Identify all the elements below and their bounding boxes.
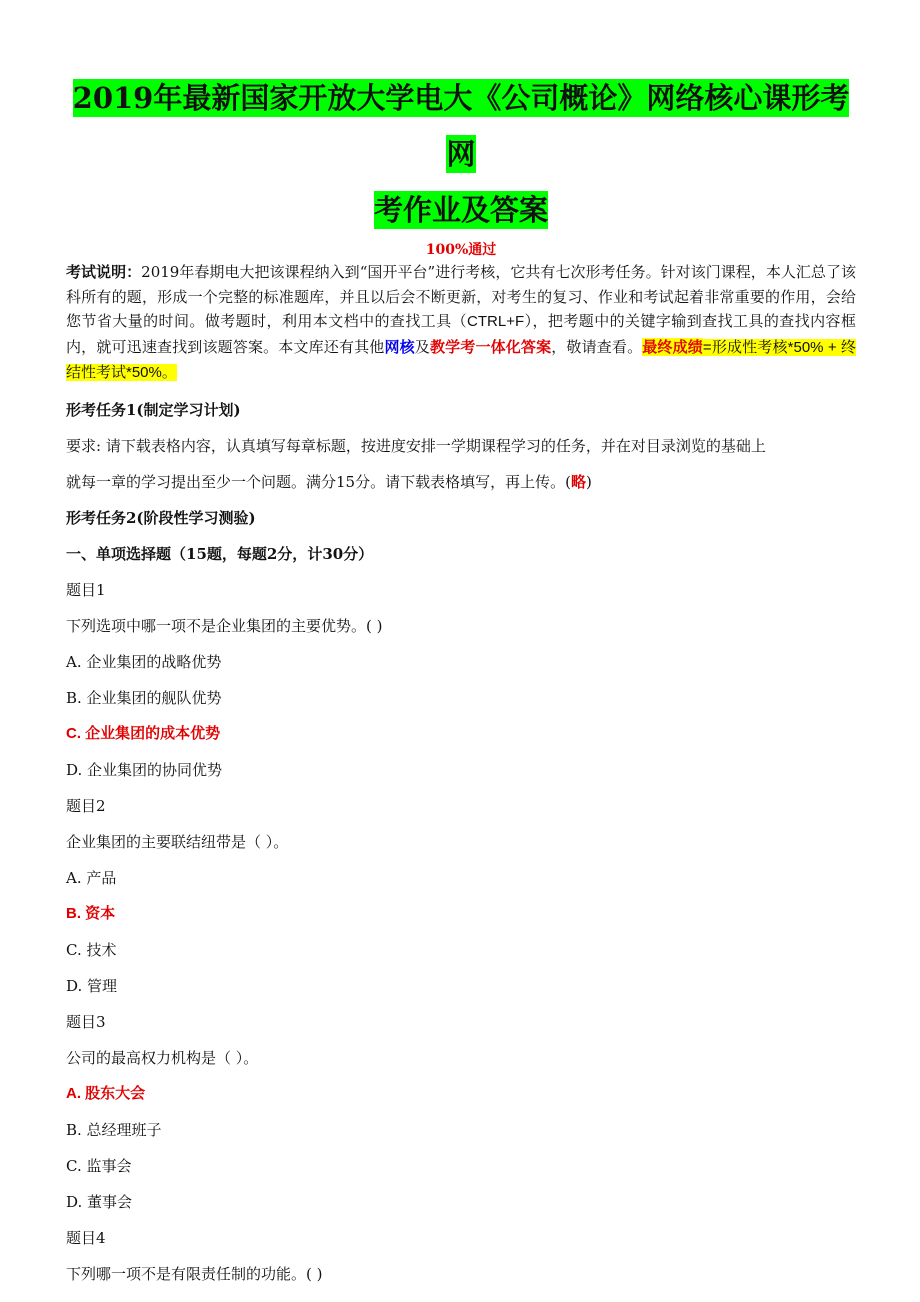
question-stem: 下列哪一项不是有限责任制的功能。( )	[66, 1264, 323, 1283]
question-1	[66, 580, 856, 796]
exam-description-text-c: ，敬请查看。	[551, 337, 643, 356]
option-a-correct: A. 股东大会	[66, 1084, 146, 1102]
integrated-answers-link[interactable]: 教学考一体化答案	[429, 337, 552, 356]
option-c: C. 监事会	[66, 1156, 132, 1175]
task1-heading: 形考任务1(制定学习计划)	[66, 400, 241, 419]
option-a: A. 产品	[66, 868, 117, 887]
question-label: 题目2	[66, 796, 106, 815]
question-label: 题目4	[66, 1228, 106, 1247]
final-score-label: 最终成绩	[642, 337, 703, 356]
option-c-correct: C. 企业集团的成本优势	[66, 724, 221, 742]
question-label: 题目3	[66, 1012, 106, 1031]
and-text: 及	[414, 337, 430, 356]
option-b-correct: B. 资本	[66, 904, 116, 922]
option-b: B. 企业集团的舰队优势	[66, 688, 222, 707]
exam-description-colon: ：	[126, 263, 142, 281]
option-d: D. 董事会	[66, 1192, 133, 1211]
option-d: D. 管理	[66, 976, 118, 995]
exam-description	[66, 260, 856, 386]
title-line-2: 考作业及答案	[373, 193, 548, 227]
exam-description-text-a: 2019年春期电大把该课程纳入到“国开平台”进行考核，它共有七次形考任务。针对该门课程，本人汇总了该科所有的题，形成一个完整的标准题库，并且以后会不断更新，对考生的复习、作业和考试起着非常重要的作用，会给您节省大量的时间。做考题时，利用本文档中的查找工具（	[66, 263, 856, 330]
question-3	[66, 1012, 856, 1228]
document-page	[66, 70, 856, 1300]
exam-description-label: 考试说明	[66, 263, 127, 281]
question-2	[66, 796, 856, 1012]
question-label: 题目1	[66, 580, 106, 599]
option-a: A. 企业集团的战略优势	[66, 652, 222, 671]
option-d: D. 企业集团的协同优势	[66, 760, 223, 779]
question-stem: 企业集团的主要联结纽带是（ ）。	[66, 832, 289, 851]
option-c: C. 技术	[66, 940, 117, 959]
option-b: B. 总经理班子	[66, 1120, 162, 1139]
task1-requirement-text: 就每一章的学习提出至少一个问题。满分15分。请下载表格填写，再上传。(	[66, 472, 571, 491]
title-line-1: 2019年最新国家开放大学电大《公司概论》网络核心课形考网	[72, 81, 850, 171]
question-stem: 公司的最高权力机构是（ ）。	[66, 1048, 259, 1067]
pass-note: 100%通过	[425, 242, 497, 258]
section-heading: 一、单项选择题（15题，每题2分，计30分）	[66, 544, 374, 563]
document-title	[66, 70, 856, 238]
task1-requirement-line-2	[66, 472, 856, 508]
network-exam-link[interactable]: 网核	[384, 337, 415, 356]
task2-heading: 形考任务2(阶段性学习测验)	[66, 508, 256, 527]
question-4	[66, 1228, 856, 1300]
task1-requirement-line-1: 要求: 请下载表格内容，认真填写每章标题，按进度安排一学期课程学习的任务，并在对目录浏览的基础上	[66, 436, 766, 455]
omitted-mark: 略	[570, 472, 586, 491]
question-stem: 下列选项中哪一项不是企业集团的主要优势。( )	[66, 616, 383, 635]
final-score-formula: =形成性考核*50% + 终结性考试*50%。	[66, 338, 856, 381]
exam-description-text-b: ），把考题中的关键字输到查找工具的查找内容框内，就可迅速查找到该题答案。本文库还有其他	[66, 312, 856, 356]
shortcut-text: CTRL+F	[467, 313, 525, 330]
task1-requirement-close: )	[585, 472, 592, 491]
